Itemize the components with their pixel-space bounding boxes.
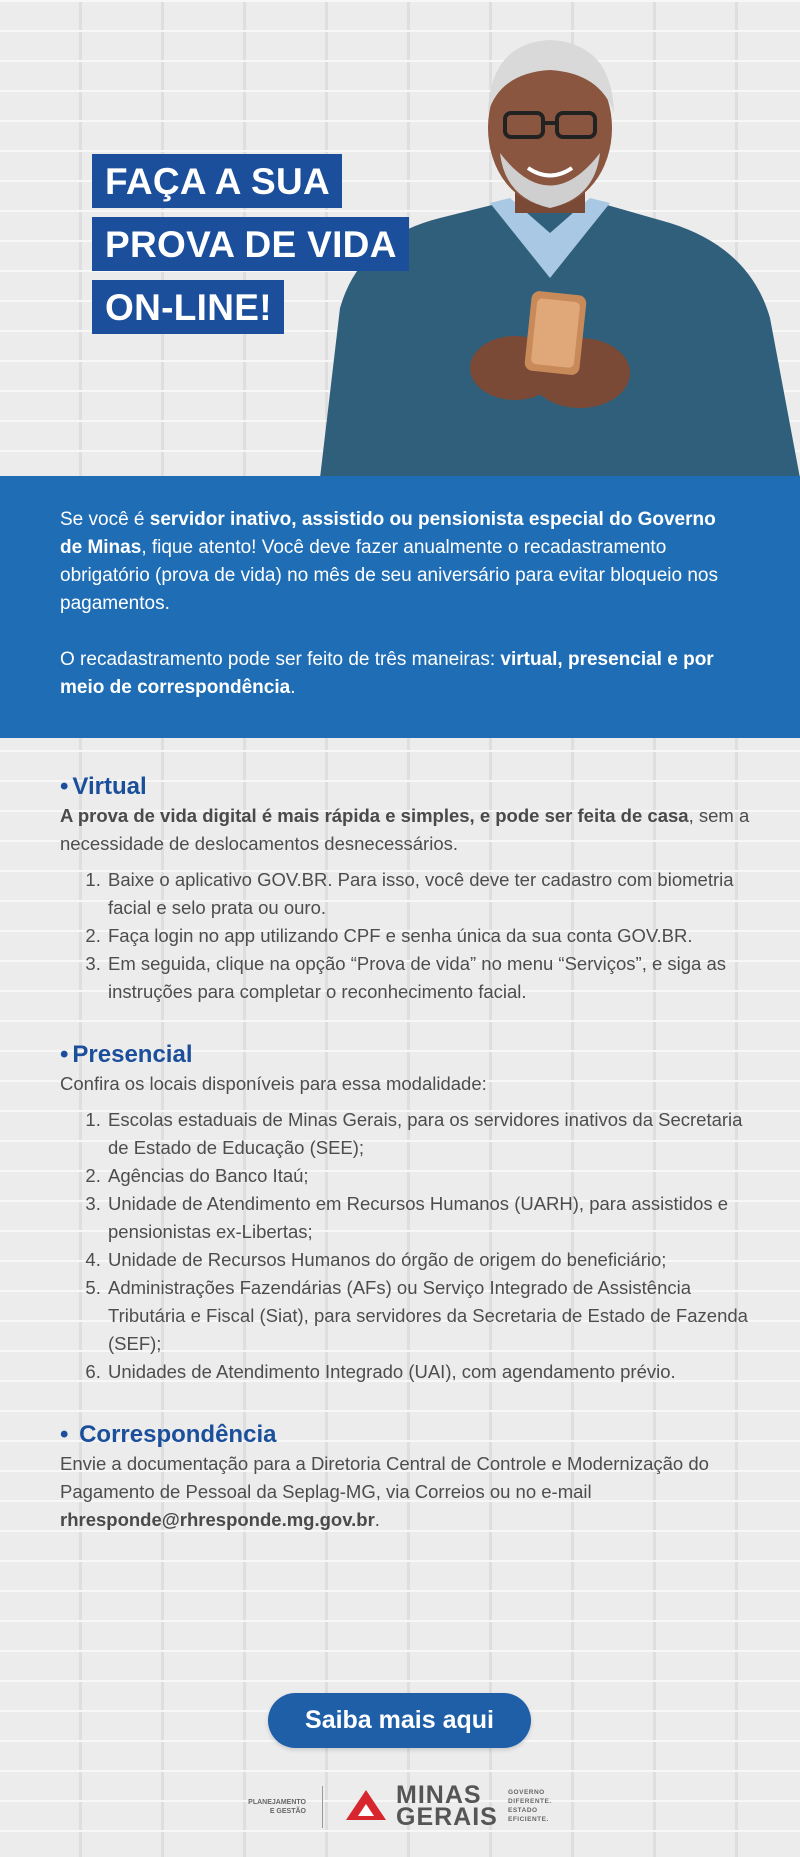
intro-text: O recadastramento pode ser feito de três maneiras:	[60, 649, 501, 670]
brand-line: MINAS	[396, 1781, 482, 1809]
list-item: 6. Unidades de Atendimento Integrado (UAI), com agendamento prévio.	[106, 1358, 750, 1386]
headline-line-2: PROVA DE VIDA	[92, 217, 409, 271]
intro-paragraph-2	[60, 646, 740, 702]
brand-line: GERAIS	[396, 1803, 498, 1831]
minas-gerais-wordmark	[396, 1781, 498, 1831]
headline-line-3: ON-LINE!	[92, 280, 284, 334]
content	[60, 772, 750, 1534]
saiba-mais-button[interactable]: Saiba mais aqui	[268, 1693, 531, 1748]
headline	[92, 154, 409, 343]
section-title-text: Correspondência	[79, 1421, 277, 1448]
virtual-lead	[60, 802, 750, 858]
intro-band	[0, 476, 800, 738]
headline-line-1: FAÇA A SUA	[92, 154, 342, 208]
minas-gerais-triangle-icon	[345, 1788, 387, 1822]
correspondencia-body: Envie a documentação para a Diretoria Central de Controle e Modernização do Pagamento de Pessoal da Seplag-MG, via Correios ou no e-mail	[60, 1453, 709, 1502]
correspondencia-body: .	[374, 1509, 380, 1530]
list-item: 2. Faça login no app utilizando CPF e senha única da sua conta GOV.BR.	[106, 922, 750, 950]
planejamento-line: E GESTÃO	[269, 1808, 306, 1815]
section-title-text: Virtual	[72, 773, 147, 800]
hero-banner	[0, 0, 800, 476]
intro-text: , fique atento! Você deve fazer anualmente o recadastramento obrigatório (prova de vida) no mês de seu aniversário para evitar bloqueio nos pagamentos.	[60, 537, 718, 614]
list-item: 3. Em seguida, clique na opção “Prova de vida” no menu “Serviços”, e siga as instruções para completar o reconhecimento facial.	[106, 950, 750, 1006]
intro-highlight: servidor inativo, assistido ou pensionista especial do Governo de Minas	[60, 509, 716, 558]
virtual-steps	[60, 866, 750, 1006]
intro-text: .	[290, 677, 296, 698]
correspondencia-text	[60, 1450, 750, 1534]
planejamento-label	[232, 1798, 306, 1816]
list-item: 4. Unidade de Recursos Humanos do órgão de origem do beneficiário;	[106, 1246, 750, 1274]
governo-tagline	[508, 1788, 552, 1824]
section-title-correspondencia	[60, 1420, 750, 1450]
list-item: 1. Escolas estaduais de Minas Gerais, para os servidores inativos da Secretaria de Estado de Educação (SEE);	[106, 1106, 750, 1162]
footer-divider	[322, 1786, 323, 1828]
list-item: 2. Agências do Banco Itaú;	[106, 1162, 750, 1190]
presencial-locations	[60, 1106, 750, 1386]
presencial-lead: Confira os locais disponíveis para essa modalidade:	[60, 1073, 487, 1094]
tagline-line: ESTADO	[508, 1807, 538, 1814]
list-item: 5. Administrações Fazendárias (AFs) ou Serviço Integrado de Assistência Tributária e Fiscal (Siat), para servidores da Secretaria de Estado de Fazenda (SEF);	[106, 1274, 750, 1358]
bullet-icon: •	[60, 1041, 69, 1068]
virtual-lead-text: , sem a necessidade de deslocamentos desnecessários.	[60, 805, 750, 854]
tagline-line: GOVERNO	[508, 1789, 545, 1796]
bullet-icon: •	[60, 773, 69, 800]
footer-logos	[0, 1780, 800, 1830]
intro-text: Se você é	[60, 509, 150, 530]
intro-highlight: virtual, presencial e por meio de correspondência	[60, 649, 714, 698]
list-item: 3. Unidade de Atendimento em Recursos Humanos (UARH), para assistidos e pensionistas ex-Libertas;	[106, 1190, 750, 1246]
section-title-virtual	[60, 772, 750, 802]
tagline-line: EFICIENTE.	[508, 1816, 549, 1823]
tagline-line: DIFERENTE.	[508, 1798, 552, 1805]
email-address: rhresponde@rhresponde.mg.gov.br	[60, 1509, 375, 1530]
section-title-presencial	[60, 1040, 750, 1070]
virtual-lead-bold: A prova de vida digital é mais rápida e simples, e pode ser feita de casa	[60, 805, 689, 826]
list-item: 1. Baixe o aplicativo GOV.BR. Para isso, você deve ter cadastro com biometria facial e selo prata ou ouro.	[106, 866, 750, 922]
planejamento-line: PLANEJAMENTO	[248, 1799, 306, 1806]
intro-paragraph-1	[60, 506, 740, 618]
bullet-icon: •	[60, 1421, 76, 1448]
section-title-text: Presencial	[72, 1041, 193, 1068]
